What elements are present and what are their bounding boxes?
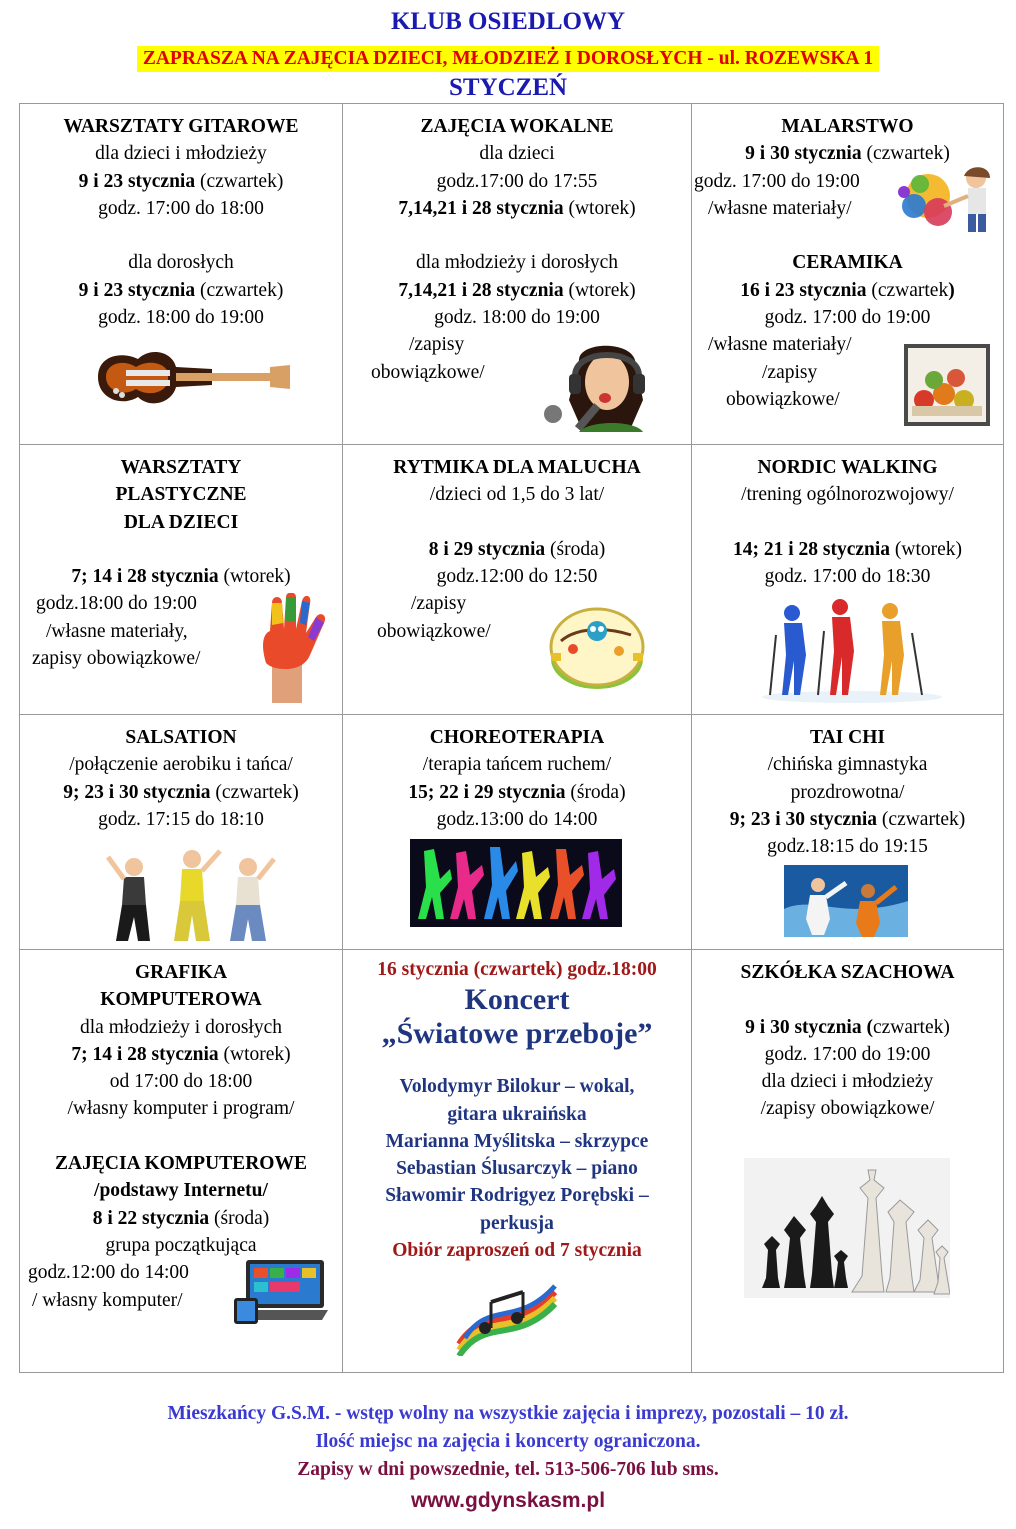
chess-title: SZKÓŁKA SZACHOWA	[740, 962, 955, 983]
painting-time: godz. 17:00 do 19:00	[694, 170, 860, 192]
concert-subtitle: „Światowe przeboje”	[381, 1017, 653, 1051]
concert-title: Koncert	[464, 983, 570, 1017]
painting-dates: 9 i 30 stycznia	[745, 143, 862, 165]
chess-time: godz. 17:00 do 19:00	[764, 1043, 931, 1065]
computer-classes-title: ZAJĘCIA KOMPUTEROWE	[55, 1153, 307, 1175]
computer-classes-dates: 8 i 22 stycznia	[92, 1207, 210, 1229]
vocal-title: ZAJĘCIA WOKALNE	[420, 116, 614, 137]
footer-website-link[interactable]: www.gdynskasm.pl	[410, 1489, 606, 1512]
guitar-audience-1: dla dzieci i młodzieży	[95, 143, 267, 165]
nordic-dates: 14; 21 i 28 stycznia	[732, 538, 891, 560]
chess-dates: 9 i 30 stycznia (	[745, 1016, 873, 1038]
cell-painting-ceramics: MALARSTWO 9 i 30 stycznia (czwartek) godz. 17:00 do 19:00 /własne materiały/ CERAMIKA 16 i 23 stycznia (czwartek) godz. 17:00 do 19:00 /własne materiały/ /zapisy obowiązkowe/	[692, 104, 1004, 445]
salsation-time: godz. 17:15 do 18:10	[98, 808, 264, 830]
cell-guitar: WARSZTATY GITAROWE dla dzieci i młodzieży 9 i 23 stycznia (czwartek) godz. 17:00 do 18:00 dla dorosłych 9 i 23 stycznia (czwartek) godz. 18:00 do 19:00	[20, 104, 343, 445]
rhythm-title: RYTMIKA DLA MALUCHA	[393, 457, 641, 478]
singer-icon	[539, 340, 659, 432]
ceramics-time: godz. 17:00 do 19:00	[764, 307, 931, 329]
graphics-dates: 7; 14 i 28 stycznia	[71, 1043, 219, 1065]
schedule-table	[19, 103, 1004, 1373]
taichi-title: TAI CHI	[810, 727, 885, 748]
footer-contact-info[interactable]: Zapisy w dni powszednie, tel. 513-506-706 lub sms.	[297, 1459, 719, 1480]
cell-art-workshops: WARSZTATY PLASTYCZNE DLA DZIECI 7; 14 i 28 stycznia (wtorek) godz.18:00 do 19:00 /własne materiały, zapisy obowiązkowe/	[20, 445, 343, 715]
cell-vocal: ZAJĘCIA WOKALNE dla dzieci godz.17:00 do 17:55 7,14,21 i 28 stycznia (wtorek) dla młodzieży i dorosłych 7,14,21 i 28 stycznia (wtorek) godz. 18:00 do 19:00 /zapisy obowiązkowe/	[343, 104, 692, 445]
performer-2: Marianna Myślitska – skrzypce	[385, 1130, 649, 1152]
concert-date: 16 stycznia (czwartek) godz.18:00	[377, 959, 657, 980]
rhythm-dates: 8 i 29 stycznia	[428, 538, 546, 560]
taichi-time: godz.18:15 do 19:15	[767, 836, 928, 858]
art-title: WARSZTATY	[120, 457, 242, 478]
vocal-dates-2: 7,14,21 i 28 stycznia	[398, 279, 564, 301]
guitar-title: WARSZTATY GITAROWE	[63, 116, 299, 137]
salsation-dates: 9; 23 i 30 stycznia	[63, 781, 211, 803]
vocal-dates-1: 7,14,21 i 28 stycznia	[398, 197, 564, 219]
page-subtitle: ZAPRASZA NA ZAJĘCIA DZIECI, MŁODZIEŻ I DOROSŁYCH - ul. ROZEWSKA 1	[137, 46, 879, 72]
painting-title: MALARSTWO	[781, 116, 914, 137]
rhythm-time: godz.12:00 do 12:50	[436, 566, 598, 588]
ceramics-dates: 16 i 23 stycznia	[740, 279, 867, 301]
painting-icon	[898, 166, 1002, 232]
salsation-title: SALSATION	[125, 727, 237, 748]
dance-silhouettes-icon	[410, 839, 622, 927]
cell-concert: 16 stycznia (czwartek) godz.18:00 Koncert „Światowe przeboje” Volodymyr Bilokur – wokal, gitara ukraińska Marianna Myślitska – skrzypce Sebastian Ślusarczyk – piano Sławomir Rodrigyez Porębski – perkusja Obiór zaproszeń od 7 stycznia	[343, 950, 692, 1373]
vocal-time-1: godz.17:00 do 17:55	[436, 170, 598, 192]
painted-hand-icon	[250, 593, 330, 703]
ceramics-icon	[902, 342, 992, 428]
art-time: godz.18:00 do 19:00	[36, 593, 197, 615]
page-title: KLUB OSIEDLOWY	[390, 8, 626, 35]
month-heading: STYCZEŃ	[448, 74, 568, 101]
choreo-dates: 15; 22 i 29 stycznia	[408, 781, 566, 803]
choreo-title: CHOREOTERAPIA	[429, 727, 605, 748]
nordic-title: NORDIC WALKING	[757, 457, 938, 478]
tai-chi-icon	[784, 865, 908, 937]
cell-tai-chi: TAI CHI /chińska gimnastyka prozdrowotna/ 9; 23 i 30 stycznia (czwartek) godz.18:15 do 19:15	[692, 715, 1004, 950]
guitar-audience-2: dla dorosłych	[128, 252, 234, 274]
tambourine-icon	[547, 597, 647, 697]
cell-rhythm: RYTMIKA DLA MALUCHA /dzieci od 1,5 do 3 lat/ 8 i 29 stycznia (środa) godz.12:00 do 12:50 /zapisy obowiązkowe/	[343, 445, 692, 715]
guitar-icon	[92, 337, 292, 417]
chess-pieces-icon	[744, 1158, 950, 1298]
performer-1: Volodymyr Bilokur – wokal,	[399, 1076, 635, 1098]
performer-3: Sebastian Ślusarczyk – piano	[396, 1158, 638, 1180]
vocal-time-2: godz. 18:00 do 19:00	[434, 307, 600, 329]
dancers-icon	[100, 845, 280, 941]
cell-computer-classes: GRAFIKA KOMPUTEROWA dla młodzieży i dorosłych 7; 14 i 28 stycznia (wtorek) od 17:00 do 18:00 /własny komputer i program/ ZAJĘCIA KOMPUTEROWE /podstawy Internetu/ 8 i 22 stycznia (środa) grupa początkująca godz.12:00 do 14:00 / własny komputer/	[20, 950, 343, 1373]
guitar-dates-2: 9 i 23 stycznia	[78, 279, 196, 301]
nordic-time: godz. 17:00 do 18:30	[764, 566, 931, 588]
cell-nordic-walking: NORDIC WALKING /trening ogólnorozwojowy/ 14; 21 i 28 stycznia (wtorek) godz. 17:00 do 18:30	[692, 445, 1004, 715]
cell-salsation: SALSATION /połączenie aerobiku i tańca/ 9; 23 i 30 stycznia (czwartek) godz. 17:15 do 18:10	[20, 715, 343, 950]
guitar-time-1: godz. 17:00 do 18:00	[98, 197, 264, 219]
guitar-time-2: godz. 18:00 do 19:00	[98, 307, 264, 329]
cell-choreotherapy: CHOREOTERAPIA /terapia tańcem ruchem/ 15; 22 i 29 stycznia (środa) godz.13:00 do 14:00	[343, 715, 692, 950]
music-notes-icon	[455, 1284, 559, 1356]
graphics-time: od 17:00 do 18:00	[109, 1071, 253, 1093]
laptop-icon	[232, 1258, 328, 1326]
concert-invitations: Obiór zaproszeń od 7 stycznia	[392, 1240, 642, 1262]
computer-classes-time: godz.12:00 do 14:00	[28, 1262, 189, 1284]
guitar-dates-1: 9 i 23 stycznia	[78, 170, 196, 192]
footer-capacity-info: Ilość miejsc na zajęcia i koncerty ograniczona.	[315, 1431, 701, 1452]
art-dates: 7; 14 i 28 stycznia	[71, 566, 219, 588]
nordic-walkers-icon	[762, 595, 942, 705]
choreo-time: godz.13:00 do 14:00	[436, 808, 598, 830]
graphics-title: GRAFIKA	[134, 962, 228, 983]
performer-4: Sławomir Rodrigyez Porębski –	[385, 1185, 649, 1207]
taichi-dates: 9; 23 i 30 stycznia	[729, 808, 878, 830]
cell-chess: SZKÓŁKA SZACHOWA 9 i 30 stycznia (czwartek) godz. 17:00 do 19:00 dla dzieci i młodzieży /zapisy obowiązkowe/	[692, 950, 1004, 1373]
ceramics-title: CERAMIKA	[792, 252, 903, 274]
footer-entry-info: Mieszkańcy G.S.M. - wstęp wolny na wszystkie zajęcia i imprezy, pozostali – 10 zł.	[167, 1403, 849, 1424]
